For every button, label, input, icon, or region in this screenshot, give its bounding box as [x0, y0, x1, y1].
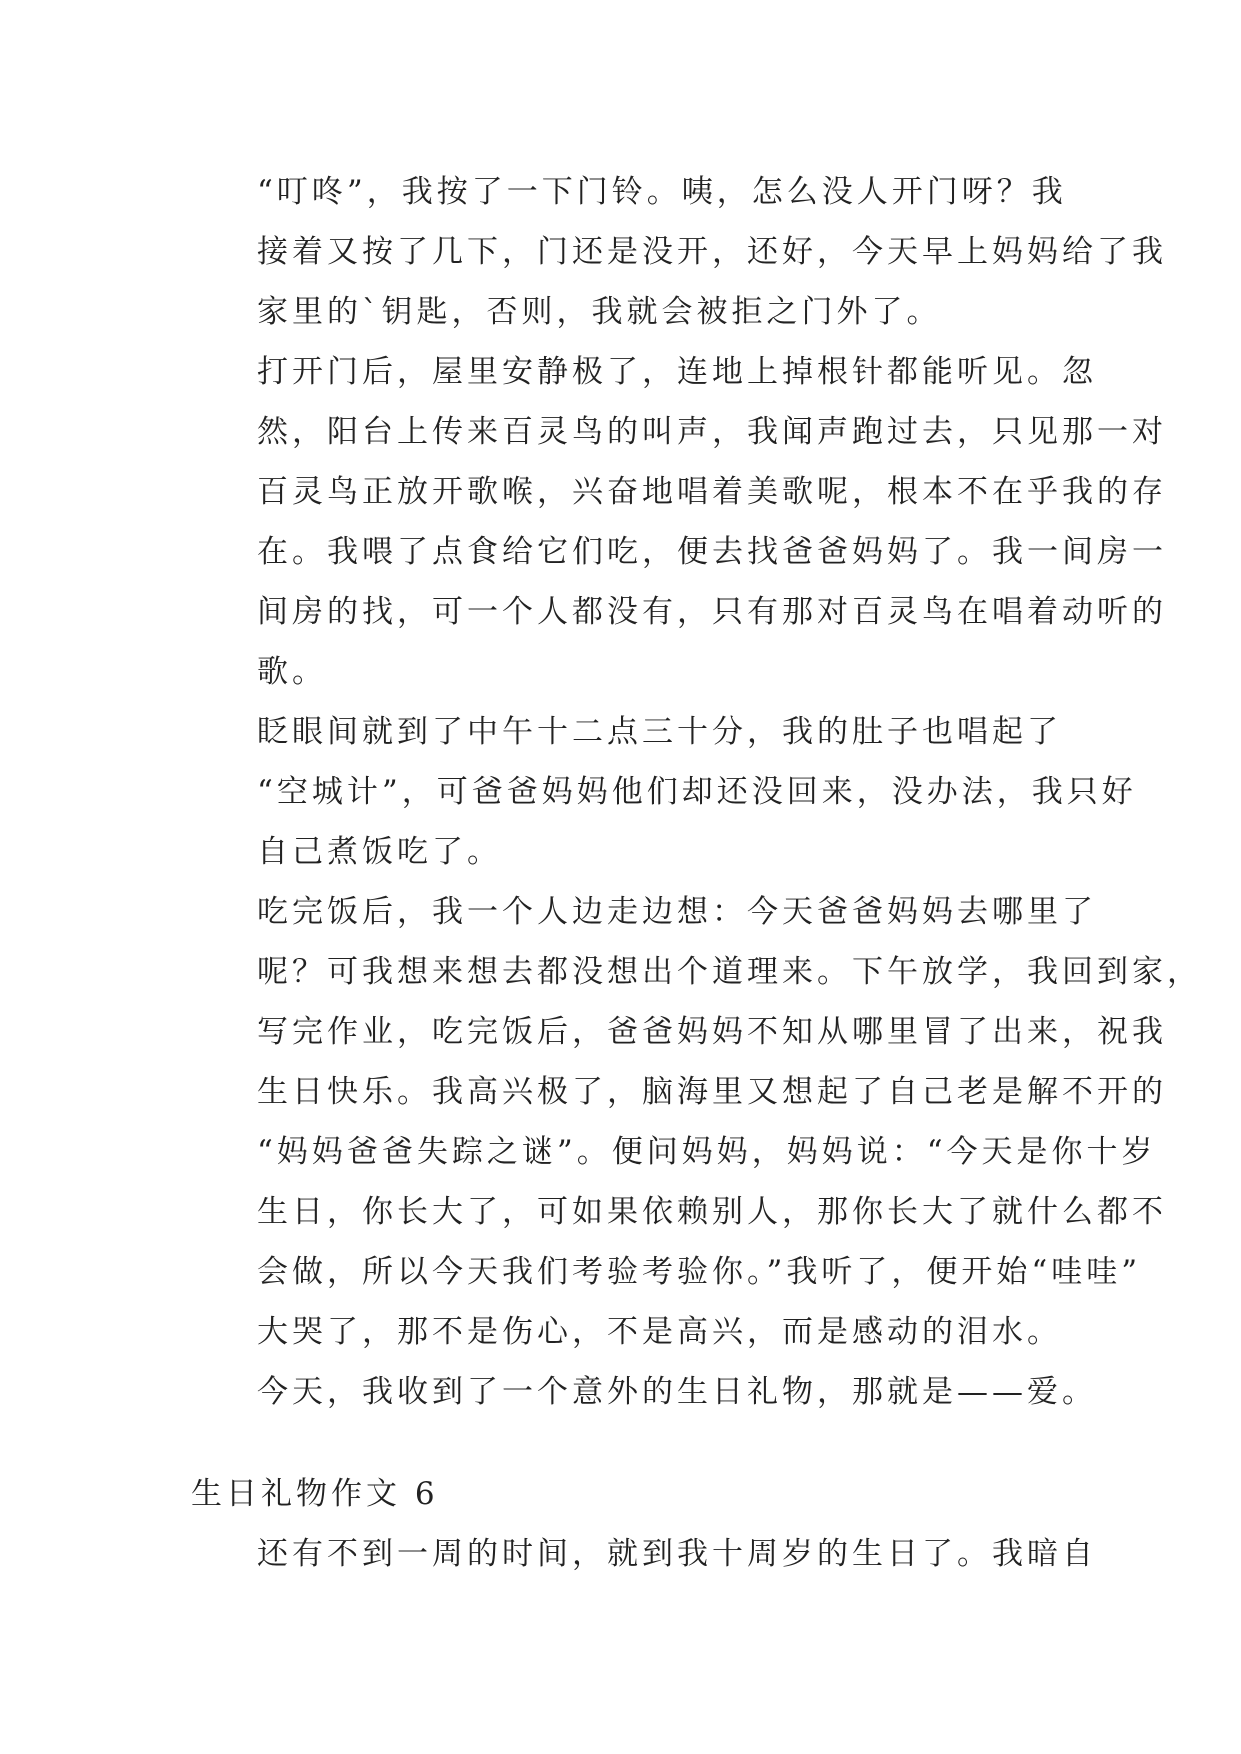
text-line: 生日，你长大了，可如果依赖别人，那你长大了就什么都不 [257, 1194, 1167, 1230]
text-line: 间房的找，可一个人都没有，只有那对百灵鸟在唱着动听的 [257, 594, 1167, 630]
text-line: 大哭了，那不是伤心，不是高兴，而是感动的泪水。 [257, 1314, 1062, 1350]
text-line: “空城计”，可爸爸妈妈他们却还没回来，没办法，我只好 [257, 774, 1137, 810]
text-line: 写完作业，吃完饭后，爸爸妈妈不知从哪里冒了出来，祝我 [257, 1014, 1167, 1050]
essay-body [191, 162, 1202, 1584]
paragraph-5 [191, 1362, 1097, 1422]
text-line: 吃完饭后，我一个人边走边想：今天爸爸妈妈去哪里了 [257, 894, 1097, 930]
text-line: 呢？可我想来想去都没想出个道理来。下午放学，我回到家， [257, 954, 1202, 990]
paragraph-2 [191, 342, 1167, 702]
text-line: “叮咚”，我按了一下门铃。咦，怎么没人开门呀？我 [257, 174, 1067, 210]
text-line: 在。我喂了点食给它们吃，便去找爸爸妈妈了。我一间房一 [257, 534, 1167, 570]
paragraph-4 [191, 882, 1202, 1362]
text-line: 还有不到一周的时间，就到我十周岁的生日了。我暗自 [257, 1536, 1097, 1572]
text-line: 眨眼间就到了中午十二点三十分，我的肚子也唱起了 [257, 714, 1062, 750]
text-line: “妈妈爸爸失踪之谜”。便问妈妈，妈妈说：“今天是你十岁 [257, 1134, 1157, 1170]
text-line: 会做，所以今天我们考验考验你。”我听了，便开始“哇哇” [257, 1254, 1142, 1290]
text-line: 打开门后，屋里安静极了，连地上掉根针都能听见。忽 [257, 354, 1097, 390]
text-line: 然，阳台上传来百灵鸟的叫声，我闻声跑过去，只见那一对 [257, 414, 1167, 450]
text-line: 今天，我收到了一个意外的生日礼物，那就是——爱。 [257, 1374, 1097, 1410]
text-line: 自己煮饭吃了。 [257, 834, 502, 870]
text-line: 歌。 [257, 654, 327, 690]
text-line: 百灵鸟正放开歌喉，兴奋地唱着美歌呢，根本不在乎我的存 [257, 474, 1167, 510]
paragraph-1 [191, 162, 1167, 342]
paragraph-3 [191, 702, 1137, 882]
section-heading: 生日礼物作文 6 [191, 1476, 439, 1512]
paragraph-6 [191, 1524, 1097, 1584]
text-line: 家里的`钥匙，否则，我就会被拒之门外了。 [257, 294, 942, 330]
text-line: 接着又按了几下，门还是没开，还好，今天早上妈妈给了我 [257, 234, 1167, 270]
text-line: 生日快乐。我高兴极了，脑海里又想起了自己老是解不开的 [257, 1074, 1167, 1110]
